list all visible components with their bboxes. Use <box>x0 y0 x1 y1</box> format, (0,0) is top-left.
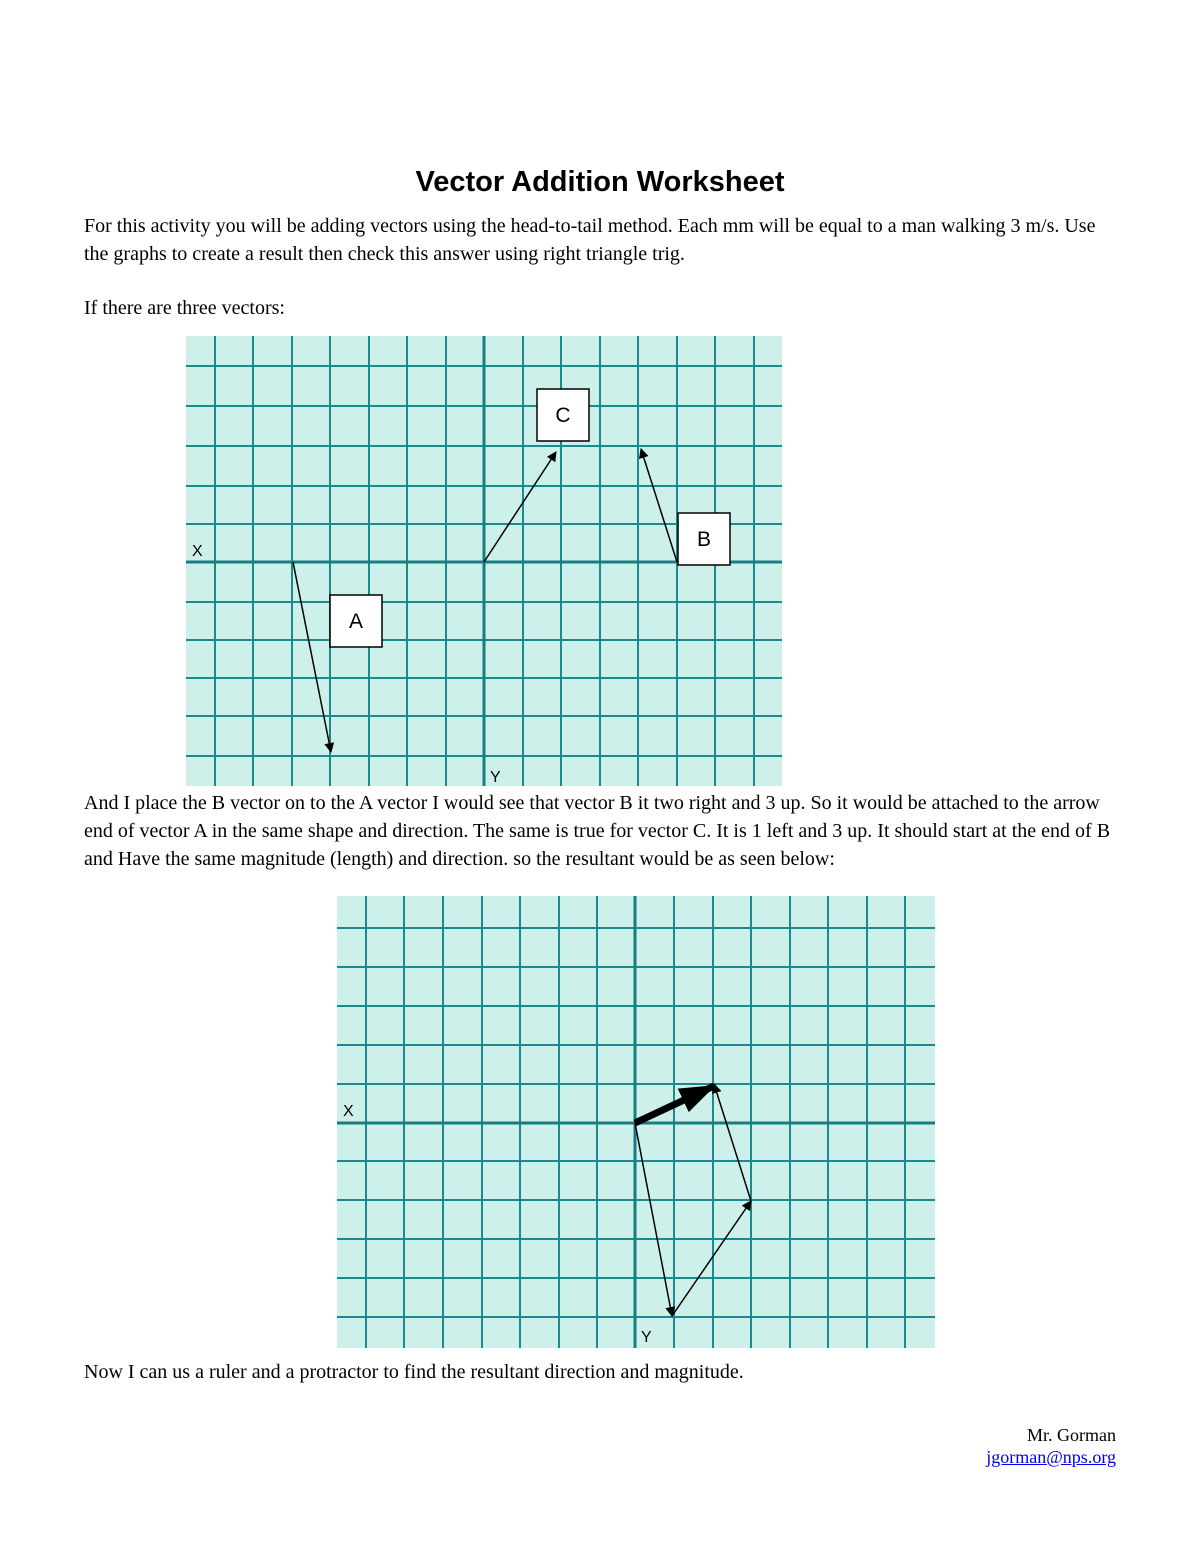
vectors-graph-svg <box>186 336 782 786</box>
conclusion-paragraph: Now I can us a ruler and a protractor to find the resultant direction and magnitude. <box>84 1361 744 1383</box>
vector-c-label-box <box>537 389 589 441</box>
y-axis-label: Y <box>641 1329 652 1346</box>
vector-b-label: B <box>696 528 712 551</box>
vector-a-label: A <box>348 610 364 633</box>
vector-a-label-box <box>330 595 382 647</box>
resultant-graph-svg <box>337 896 935 1348</box>
three-vectors-text: If there are three vectors: <box>84 297 285 319</box>
author-email-link[interactable]: jgorman@nps.org <box>986 1447 1116 1467</box>
resultant-graph <box>337 896 935 1348</box>
x-axis-label: X <box>343 1103 354 1120</box>
x-axis-label: X <box>192 543 203 560</box>
vector-b-label-box <box>678 513 730 565</box>
y-axis-label: Y <box>490 769 501 786</box>
vectors-graph <box>186 336 782 786</box>
intro-paragraph: For this activity you will be adding vectors using the head-to-tail method. Each mm will be equal to a man walking 3 m/s. Use the graphs to create a result then check this answer using right triangle trig. <box>84 215 1096 265</box>
page-title: Vector Addition Worksheet <box>415 166 785 198</box>
explanation-paragraph: And I place the B vector on to the A vector I would see that vector B it two right and 3 up. So it would be attached to the arrow end of vector A in the same shape and direction. The same is true for vector C. It is 1 left and 3 up. It should start at the end of B and Have the same magnitude (length) and direction. so the resultant would be as seen below: <box>84 792 1111 870</box>
author-name: Mr. Gorman <box>1027 1425 1116 1445</box>
vector-c-label: C <box>555 404 571 427</box>
author-block <box>986 1424 1116 1468</box>
